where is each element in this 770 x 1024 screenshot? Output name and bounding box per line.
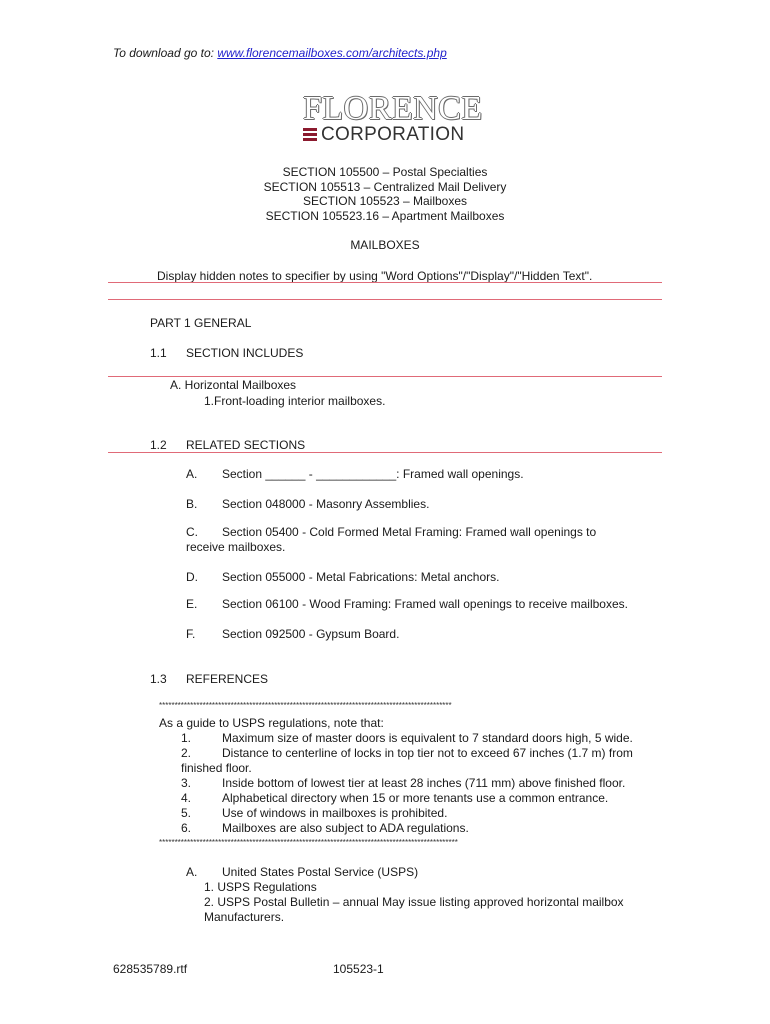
corporation-logo-mark-icon [303,128,317,142]
list-item: Section ______ - ____________: Framed wall openings. [222,467,524,481]
article-divider [108,376,662,377]
list-item: Section 055000 - Metal Fabrications: Metal anchors. [222,570,500,584]
section-heading-1: SECTION 105500 – Postal Specialties [282,165,488,179]
specifier-note-border: ************************************************************************************************ [159,838,458,847]
note-item: Alphabetical directory when 15 or more tenants use a common entrance. [222,791,609,805]
list-letter: D. [186,570,198,584]
note-item: Maximum size of master doors is equivalent to 7 standard doors high, 5 wide. [222,731,633,745]
article-number: 1.2 [150,438,167,452]
list-letter: B. [186,497,198,511]
list-item: A. Horizontal Mailboxes [170,378,297,392]
note-item-text: Distance to centerline of locks in top tier not to exceed 67 inches (1.7 m) from finished floor. [181,746,633,775]
footer-filename: 628535789.rtf [113,962,188,976]
note-item: Mailboxes are also subject to ADA regulations. [222,821,469,835]
article-number: 1.1 [150,346,167,360]
article-title: RELATED SECTIONS [186,438,306,452]
document-title: MAILBOXES [350,238,420,252]
article-number: 1.3 [150,672,167,686]
part-heading: PART 1 GENERAL [150,316,252,330]
corporation-logo-wordmark: CORPORATION [321,124,465,145]
list-item: Section 092500 - Gypsum Board. [222,627,400,641]
hidden-text-divider [108,299,662,300]
note-number: 4. [181,791,192,805]
note-number: 2. [181,746,192,760]
hidden-text-note: Display hidden notes to specifier by using "Word Options"/"Display"/"Hidden Text". [157,269,593,283]
note-number: 6. [181,821,192,835]
florence-logo-wordmark: FLORENCE [303,90,483,127]
section-heading-3: SECTION 105523 – Mailboxes [302,194,468,208]
list-item: Section 048000 - Masonry Assemblies. [222,497,430,511]
note-item: Inside bottom of lowest tier at least 28 inches (711 mm) above finished floor. [222,776,626,790]
note-number: 1. [181,731,192,745]
list-letter: A. [186,865,198,879]
footer-page-number: 105523-1 [333,962,384,976]
list-item: United States Postal Service (USPS) [222,865,419,879]
section-heading-2: SECTION 105513 – Centralized Mail Delivery [263,180,507,194]
download-link[interactable]: www.florencemailboxes.com/architects.php [217,46,447,60]
list-item: 1. USPS Regulations [204,880,317,894]
list-item-wrapped [186,525,626,555]
note-number: 5. [181,806,192,820]
section-heading-4: SECTION 105523.16 – Apartment Mailboxes [265,209,505,223]
note-item-wrapped [181,746,661,776]
article-divider [108,452,662,453]
note-item: Use of windows in mailboxes is prohibited. [222,806,448,820]
download-prefix: To download go to: [113,46,218,60]
specifier-note-intro: As a guide to USPS regulations, note that: [159,716,384,730]
note-number: 3. [181,776,192,790]
list-letter: C. [186,525,198,539]
list-item: 1.Front-loading interior mailboxes. [204,394,386,408]
list-letter: E. [186,597,198,611]
article-title: SECTION INCLUDES [186,346,304,360]
list-item: Section 06100 - Wood Framing: Framed wall openings to receive mailboxes. [222,597,628,611]
list-item: 2. USPS Postal Bulletin – annual May issue listing approved horizontal mailbox Manufacturers. [204,895,624,924]
specifier-note-border: ********************************************************************************************** [159,701,452,710]
list-letter: F. [186,627,196,641]
list-item-text: Section 05400 - Cold Formed Metal Framing: Framed wall openings to receive mailboxes. [186,525,597,554]
article-title: REFERENCES [186,672,269,686]
download-note [113,46,447,60]
hidden-text-underline [108,282,662,283]
list-letter: A. [186,467,198,481]
